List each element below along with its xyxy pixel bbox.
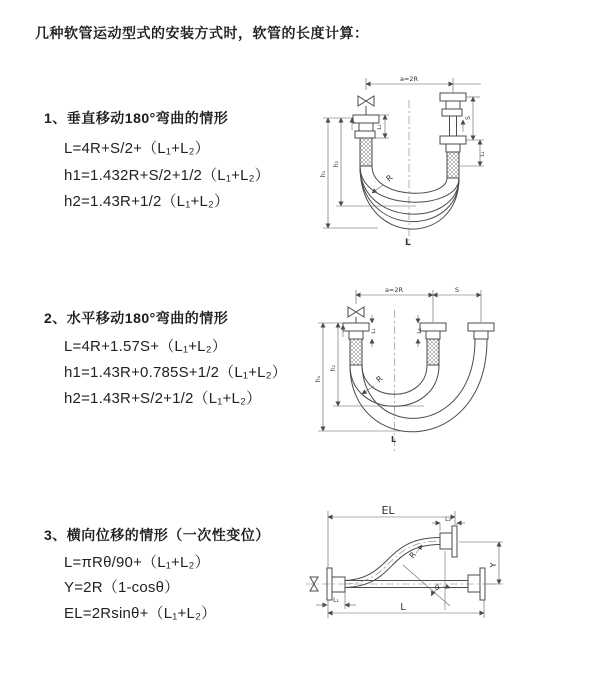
dim-l1-label: L₁ <box>377 124 383 130</box>
dim-a2r-label: a=2R <box>399 75 419 83</box>
length-label: L <box>391 435 397 444</box>
dim-h2-label: h₂ <box>330 364 337 372</box>
page-title: 几种软管运动型式的安装方式时，软管的长度计算： <box>35 25 369 41</box>
dim-h1-label: h₁ <box>320 170 327 178</box>
dim-el-label: EL <box>381 504 395 517</box>
angle-label: θ <box>434 584 440 592</box>
section-3-formula-Y: Y=2R（1-cosθ） <box>64 579 180 596</box>
section-2-formula-L: L=4R+1.57S+（L₁+L₂） <box>64 338 227 355</box>
left-fitting <box>343 323 369 365</box>
dim-h1-label: h₁ <box>315 375 322 383</box>
section-1-heading: 1、垂直移动180°弯曲的情形 <box>44 110 229 126</box>
dim-s-group <box>433 286 481 295</box>
dim-a2r-label: a=2R <box>384 286 404 294</box>
right-fitting <box>468 323 494 339</box>
section-1-formula-h2: h2=1.43R+1/2（L₁+L₂） <box>64 193 230 210</box>
dim-l1-label: L₁ <box>333 597 339 604</box>
dim-l2-group <box>432 516 465 531</box>
dim-l-label: L <box>400 602 406 613</box>
dim-s-group <box>465 97 484 140</box>
dim-h2-group <box>330 323 424 406</box>
dim-l2-label: L₂ <box>480 151 486 157</box>
hose-arcs <box>360 166 459 229</box>
section-3-heading: 3、横向位移的情形（一次性变位） <box>44 527 270 543</box>
valve-icon <box>348 307 364 323</box>
dim-l1-group <box>371 315 377 347</box>
diagram-vertical-180-bend <box>308 68 558 263</box>
dim-l-group <box>328 600 484 618</box>
radius-label: R <box>374 374 385 385</box>
dim-y-group <box>459 542 503 584</box>
dim-l1-group <box>375 115 389 138</box>
dim-y-label: Y <box>489 562 498 568</box>
length-label: L <box>405 238 411 248</box>
dim-l1-group <box>316 592 356 609</box>
middle-fitting <box>420 323 446 365</box>
section-1-formula-h1: h1=1.432R+S/2+1/2（L₁+L₂） <box>64 167 270 184</box>
dim-a2r-group <box>356 286 481 322</box>
dim-s-label: S <box>454 286 460 294</box>
right-fitting <box>440 93 466 178</box>
section-3-formula-L: L=πRθ/90+（L₁+L₂） <box>64 554 210 571</box>
dim-l2-label: L₂ <box>417 328 423 334</box>
dim-h2-label: h₂ <box>333 160 340 168</box>
radius-leader <box>372 173 395 193</box>
valve-icon <box>358 96 374 115</box>
left-fitting <box>353 115 379 166</box>
dim-l2-group <box>417 315 423 347</box>
radius-label: R <box>407 550 419 561</box>
section-2-formula-h2: h2=1.43R+S/2+1/2（L₁+L₂） <box>64 390 262 407</box>
dim-h1-group <box>320 118 378 228</box>
diagram-horizontal-180-bend <box>312 282 562 474</box>
dim-a2r-group <box>366 75 481 93</box>
section-2-heading: 2、水平移动180°弯曲的情形 <box>44 310 229 326</box>
dim-el-group <box>328 504 455 568</box>
section-1-formula-L: L=4R+S/2+（L₁+L₂） <box>64 140 210 157</box>
radius-label: R <box>384 173 395 184</box>
section-3-formula-EL: EL=2Rsinθ+（L₁+L₂） <box>64 605 217 622</box>
dim-l1-label: L₁ <box>371 328 377 334</box>
curved-hose <box>345 526 457 588</box>
dim-l2-label: L₂ <box>445 516 451 523</box>
hose-arcs <box>350 339 487 432</box>
section-2-formula-h1: h1=1.43R+0.785S+1/2（L₁+L₂） <box>64 364 287 381</box>
diagram-lateral-displacement <box>300 498 600 650</box>
dim-s-label: S <box>465 116 472 120</box>
